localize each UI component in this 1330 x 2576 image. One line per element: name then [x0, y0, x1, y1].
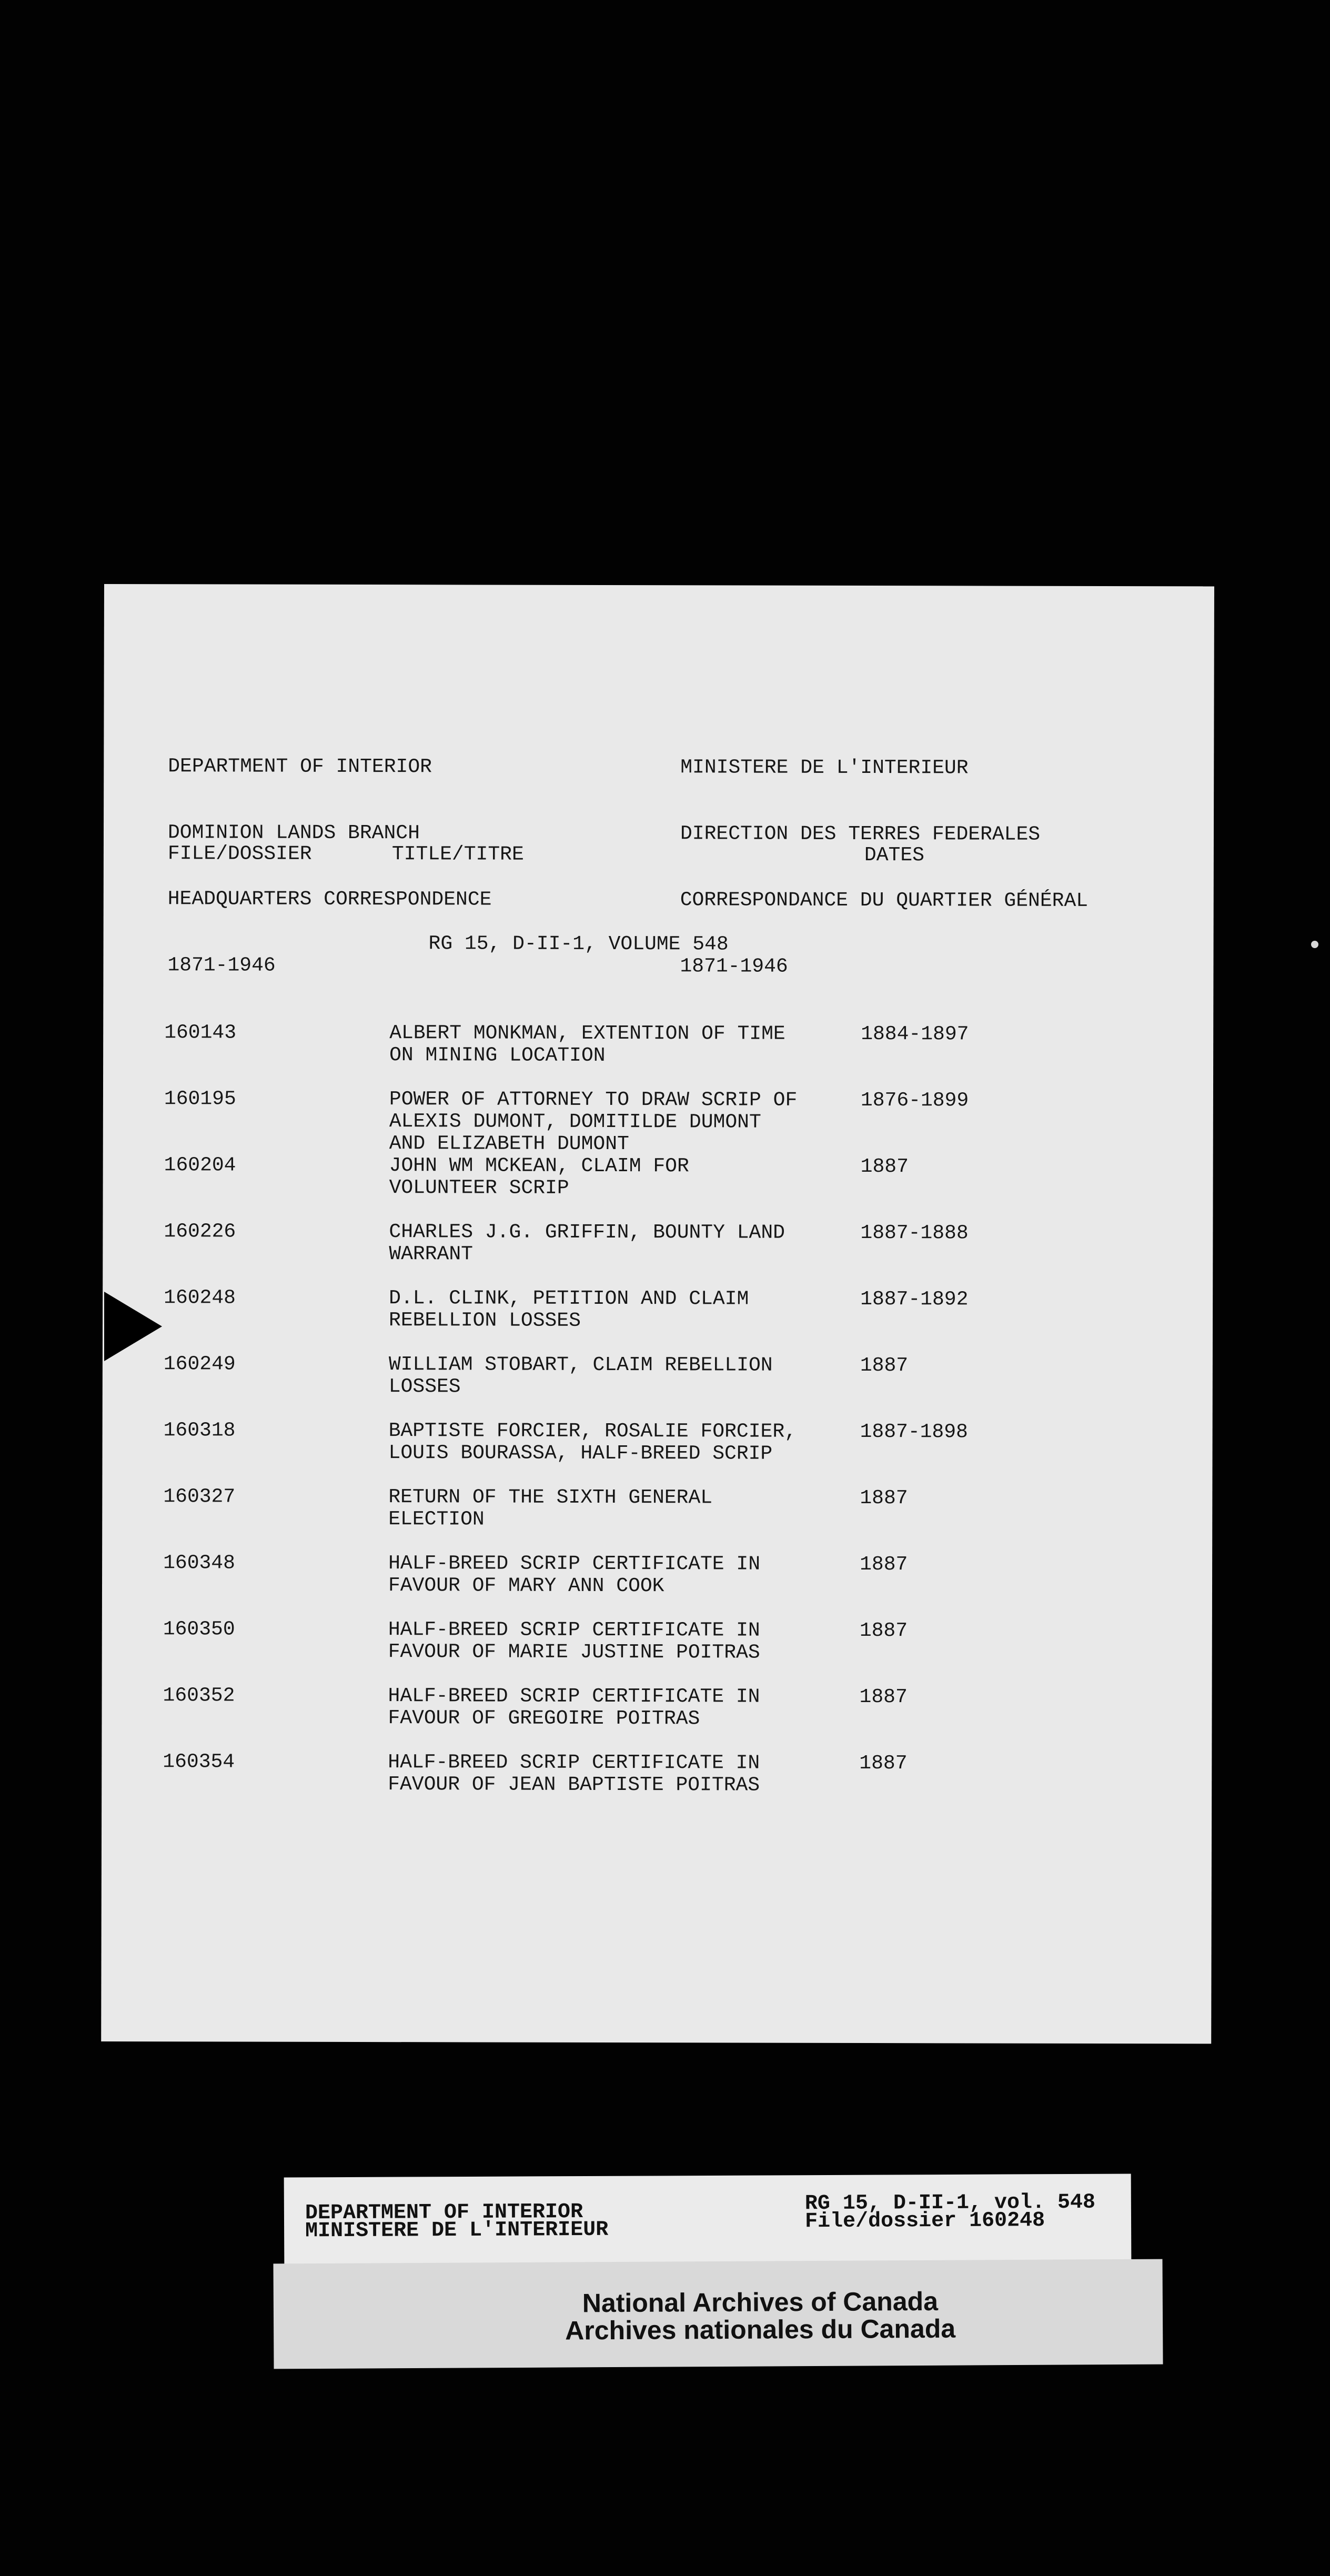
file-title-line: BAPTISTE FORCIER, ROSALIE FORCIER,	[388, 1420, 797, 1443]
table-row	[103, 1287, 1213, 1355]
file-title-line: FAVOUR OF GREGOIRE POITRAS	[388, 1707, 700, 1730]
file-dates: 1876-1899	[860, 1089, 969, 1112]
header-right-line: MINISTERE DE L'INTERIEUR	[680, 756, 969, 780]
table-row	[103, 1154, 1213, 1223]
file-title	[389, 1155, 689, 1200]
file-number: 160204	[164, 1154, 236, 1177]
file-title-line: FAVOUR OF MARY ANN COOK	[388, 1574, 664, 1598]
file-title-line: WILLIAM STOBART, CLAIM REBELLION	[388, 1353, 773, 1377]
header-left-line: DEPARTMENT OF INTERIOR	[168, 755, 432, 779]
archives-name	[274, 2287, 1163, 2346]
file-title-line: LOUIS BOURASSA, HALF-BREED SCRIP	[388, 1442, 773, 1465]
file-title	[388, 1553, 760, 1597]
document-page	[101, 584, 1214, 2044]
file-dates: 1884-1897	[861, 1023, 969, 1046]
column-header-title: TITLE/TITRE	[391, 843, 524, 866]
label-reference	[804, 2190, 1096, 2234]
file-title-line: POWER OF ATTORNEY TO DRAW SCRIP OF	[389, 1088, 798, 1112]
file-number: 160249	[163, 1353, 236, 1376]
file-number: 160248	[164, 1286, 236, 1310]
table-row	[102, 1552, 1212, 1621]
table-row	[102, 1751, 1212, 1819]
file-title	[389, 1221, 785, 1266]
file-number: 160350	[163, 1618, 235, 1641]
file-dates: 1887-1898	[860, 1421, 968, 1444]
label-department	[305, 2200, 609, 2243]
header-right-line: CORRESPONDANCE DU QUARTIER GÉNÉRAL	[680, 889, 1089, 912]
file-title-line: FAVOUR OF MARIE JUSTINE POITRAS	[388, 1641, 760, 1664]
file-title-line: AND ELIZABETH DUMONT	[389, 1132, 629, 1156]
file-number: 160352	[163, 1684, 235, 1707]
table-row	[103, 1088, 1213, 1156]
file-title-line: HALF-BREED SCRIP CERTIFICATE IN	[388, 1751, 760, 1775]
header-left-line: 1871-1946	[167, 954, 276, 977]
file-title	[389, 1287, 749, 1332]
table-row	[102, 1420, 1212, 1488]
header-right	[680, 712, 1089, 1023]
file-title-line: HALF-BREED SCRIP CERTIFICATE IN	[388, 1552, 761, 1576]
edge-mark	[1311, 941, 1318, 948]
label-reference-line: File/dossier 160248	[804, 2209, 1045, 2234]
file-title-line: ON MINING LOCATION	[389, 1044, 606, 1067]
file-title-line: CHARLES J.G. GRIFFIN, BOUNTY LAND	[389, 1221, 785, 1244]
volume-label-card	[284, 2174, 1132, 2264]
file-title	[388, 1752, 760, 1796]
file-title	[388, 1420, 797, 1465]
header-left-line: HEADQUARTERS CORRESPONDENCE	[167, 888, 492, 911]
header-left-line: DOMINION LANDS BRANCH	[167, 821, 420, 845]
file-title	[388, 1619, 760, 1664]
file-title-line: HALF-BREED SCRIP CERTIFICATE IN	[388, 1618, 760, 1642]
header-left	[167, 711, 492, 1021]
file-title-line: ALBERT MONKMAN, EXTENTION OF TIME	[389, 1022, 785, 1045]
file-title-line: REBELLION LOSSES	[389, 1309, 581, 1332]
table-row	[103, 1221, 1213, 1289]
file-title-line: RETURN OF THE SIXTH GENERAL	[388, 1486, 713, 1510]
file-title	[388, 1486, 712, 1531]
header-right-line: 1871-1946	[680, 955, 788, 978]
file-dates: 1887	[859, 1752, 908, 1775]
file-number: 160143	[164, 1021, 237, 1044]
archives-name-line: National Archives of Canada	[582, 2286, 939, 2318]
file-title-line: WARRANT	[389, 1243, 473, 1266]
header-right-line: DIRECTION DES TERRES FEDERALES	[680, 822, 1041, 846]
label-reference-line: RG 15, D-II-1, vol. 548	[804, 2190, 1096, 2216]
file-title	[389, 1354, 773, 1399]
file-title-line: LOSSES	[388, 1375, 461, 1398]
archives-name-line: Archives nationales du Canada	[565, 2313, 956, 2346]
file-title	[389, 1022, 785, 1068]
file-title	[389, 1089, 798, 1156]
file-dates: 1887	[859, 1686, 908, 1709]
file-number: 160327	[163, 1485, 236, 1508]
file-title-line: D.L. CLINK, PETITION AND CLAIM	[389, 1287, 749, 1311]
file-number: 160318	[163, 1419, 236, 1442]
file-title-line: ELECTION	[388, 1508, 485, 1531]
column-header-dates: DATES	[864, 844, 924, 867]
file-dates: 1887	[859, 1619, 908, 1643]
file-number: 160226	[164, 1220, 236, 1243]
archives-label-card	[273, 2259, 1163, 2369]
target-pointer-notch	[104, 1292, 162, 1361]
file-dates: 1887	[860, 1155, 909, 1179]
column-header-file: FILE/DOSSIER	[167, 842, 312, 866]
file-title-line: VOLUNTEER SCRIP	[389, 1176, 569, 1200]
file-dates: 1887	[860, 1354, 909, 1377]
table-row	[102, 1685, 1212, 1753]
file-dates: 1887	[860, 1487, 908, 1510]
file-number: 160348	[163, 1552, 235, 1575]
file-title-line: FAVOUR OF JEAN BAPTISTE POITRAS	[388, 1773, 760, 1797]
file-dates: 1887-1888	[860, 1222, 969, 1245]
file-list	[102, 1022, 1213, 1819]
table-row	[103, 1353, 1213, 1422]
file-title	[388, 1685, 760, 1730]
table-row	[102, 1618, 1212, 1687]
label-department-line: MINISTERE DE L'INTERIEUR	[305, 2218, 609, 2243]
file-dates: 1887	[860, 1553, 908, 1576]
file-number: 160195	[164, 1088, 236, 1111]
file-dates: 1887-1892	[860, 1288, 969, 1311]
file-title-line: JOHN WM MCKEAN, CLAIM FOR	[389, 1154, 689, 1178]
file-number: 160354	[163, 1750, 235, 1774]
table-row	[103, 1022, 1213, 1090]
file-title-line: ALEXIS DUMONT, DOMITILDE DUMONT	[389, 1110, 761, 1134]
file-title-line: HALF-BREED SCRIP CERTIFICATE IN	[388, 1685, 760, 1708]
volume-heading: RG 15, D-II-1, VOLUME 548	[428, 932, 729, 956]
label-department-line: DEPARTMENT OF INTERIOR	[305, 2200, 583, 2226]
table-row	[102, 1486, 1212, 1554]
